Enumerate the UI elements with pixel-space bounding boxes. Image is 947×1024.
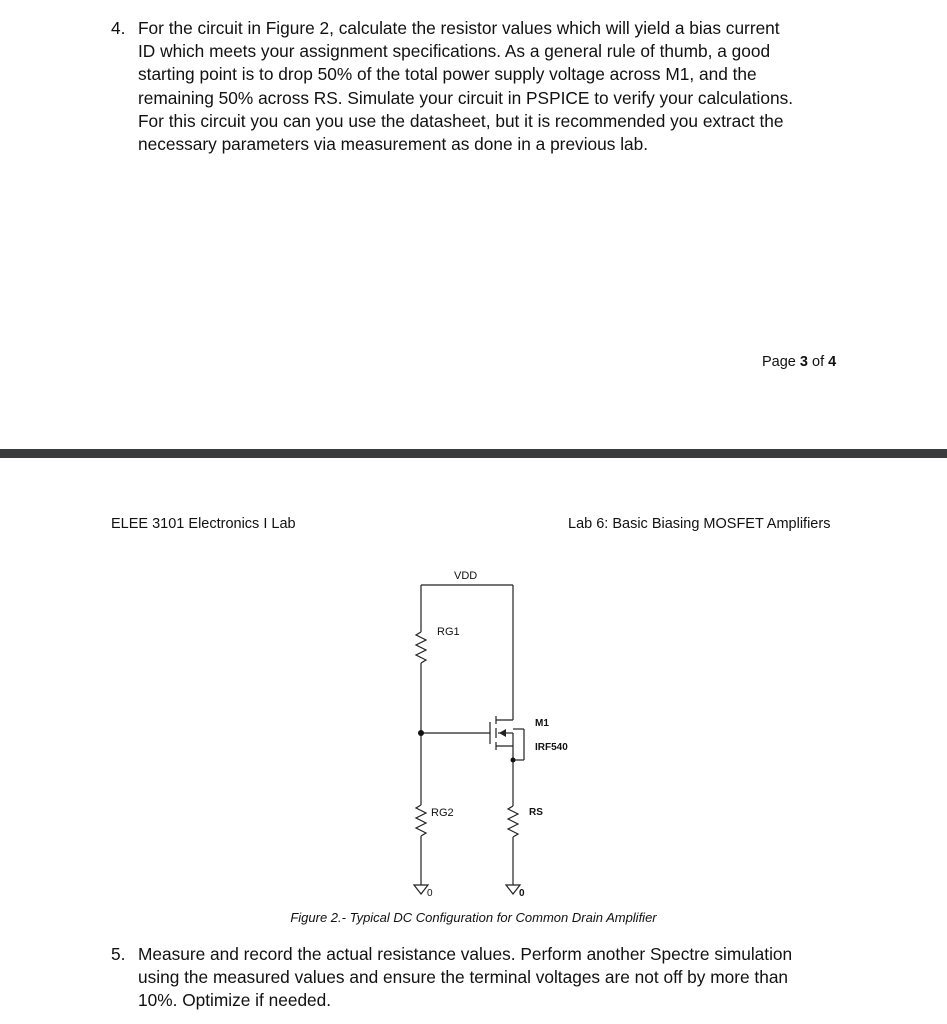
ground-label-left: 0: [427, 888, 433, 899]
rs-label: RS: [529, 807, 543, 818]
rg2-resistor: [416, 805, 426, 836]
question-4-number: 4.: [111, 18, 126, 38]
ground-label-right: 0: [519, 888, 525, 899]
page-of: of: [812, 354, 825, 370]
question-5-line: 10%. Optimize if needed.: [138, 990, 332, 1011]
rg1-label: RG1: [437, 626, 460, 638]
question-4-line: remaining 50% across RS. Simulate your circuit in PSPICE to verify your calculations.: [138, 87, 794, 108]
question-4-line: starting point is to drop 50% of the total power supply voltage across M1, and the: [138, 64, 757, 85]
page-word: Page: [762, 354, 796, 370]
figure-caption: Figure 2.- Typical DC Configuration for Common Drain Amplifier: [290, 910, 657, 925]
vdd-label: VDD: [454, 570, 478, 582]
ground-symbol-left: [414, 885, 428, 894]
question-4-line: For the circuit in Figure 2, calculate the resistor values which will yield a bias current: [138, 18, 780, 38]
gate-node-dot: [418, 730, 424, 736]
question-5-line: Measure and record the actual resistance values. Perform another Spectre simulation: [138, 944, 793, 964]
m1-label: M1: [535, 718, 549, 729]
question-4-line: For this circuit you can you use the datasheet, but it is recommended you extract the: [138, 110, 784, 131]
source-node-dot: [511, 758, 516, 763]
question-4-line: necessary parameters via measurement as done in a previous lab.: [138, 134, 649, 155]
header-lab-title: Lab 6: Basic Biasing MOSFET Amplifiers: [568, 516, 831, 532]
page-total: 4: [828, 354, 837, 370]
rg1-resistor: [416, 632, 426, 663]
body-arrow: [499, 729, 506, 737]
question-5-text: [138, 943, 840, 1013]
ground-symbol-right: [506, 885, 520, 894]
question-5-number: 5.: [111, 944, 126, 964]
question-4-line: ID which meets your assignment specifications. As a general rule of thumb, a good: [138, 41, 771, 62]
question-5-line: using the measured values and ensure the terminal voltages are not off by more than: [138, 967, 789, 988]
rg2-label: RG2: [431, 807, 454, 819]
header-course: ELEE 3101 Electronics I Lab: [111, 516, 296, 532]
part-label: IRF540: [535, 742, 568, 753]
rs-resistor: [508, 806, 518, 837]
page-current: 3: [799, 354, 808, 370]
